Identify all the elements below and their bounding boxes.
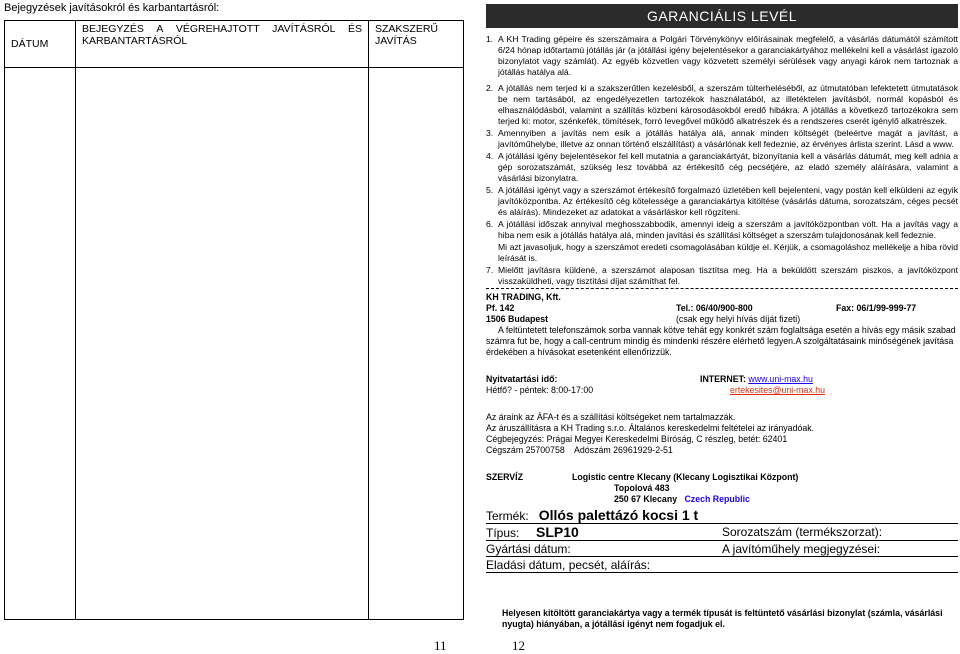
opening-hours-label: Nyitvatartási idő:	[486, 374, 558, 384]
product-label: Termék:	[486, 509, 529, 523]
warranty-letter	[486, 4, 958, 573]
company-fax: Fax: 06/1/99-999-77	[836, 303, 917, 313]
terms-note: Az áruszállításra a KH Trading s.r.o. Általános kereskedelmi feltételei az irányadóak.	[486, 423, 815, 433]
cell-tech-entries[interactable]	[369, 68, 464, 620]
service-label: SZERVÍZ	[486, 472, 523, 482]
company-city-line	[486, 314, 958, 325]
type-label: Típus:	[486, 526, 520, 540]
warranty-term-5: 5. A jótállási igényt vagy a szerszámot értékesítő forgalmazó üzletében kell bejelenteni, vagy postán kell elküldeni az egyik javítóközpontba. Az értékesítő cég kötelessége a garanciakártya kitöltése (vásárlás dátuma, sorozatszám, céges pecsét és aláírás). Mindezeket az adatokat a vásárláskor kell rögzíteni.	[486, 185, 958, 217]
company-info	[486, 292, 958, 505]
website-link[interactable]: www.uni-max.hu	[748, 374, 813, 384]
internet-label: INTERNET:	[700, 374, 746, 384]
warranty-term-2: 2. A jótállás nem terjed ki a szakszerűtlen kezelésből, a szerszám túlterheléséből, az útmutatóban lefektetett útmutatások be nem tartásából, az engedélyezetlen tartozékok használatából, az illetéktelen javításból, normál kopásból és elhasználódásból, valamint a szállítás közbeni károsodásokból eredő hibákra. A jótállás a következő tartozékokra sem terjed ki: motor, szénkefék, tömítések, forró levegővel működő alkatrészek és a rendszeres cserét igénylő alkatrészek.	[486, 83, 958, 126]
sales-email-link[interactable]: ertekesites@uni-max.hu	[730, 385, 825, 395]
service-country: Czech Republic	[684, 494, 750, 504]
service-log-table	[4, 20, 464, 620]
warranty-term-1: 1. A KH Trading gépeire és szerszámaira a Polgári Törvénykönyv előírásainak megfelelő, a vásárlás dátumától számított 6/24 hónap időtartamú jótállás jár (a jótállási igény bejelentésekor a garanciakártyához mellékelni kell a vásárlást igazoló bizonylatot vagy számlát). Az egyéb közvetlen vagy közvetett személyi sérülések vagy anyagi károk nem tartoznak a jótállás hatálya alá.	[486, 34, 958, 77]
sale-row	[486, 557, 958, 573]
service-name: Logistic centre Klecany (Klecany Logisztikai Központ)	[572, 472, 799, 482]
left-page-title: Bejegyzések javításokról és karbantartásról:	[4, 2, 220, 14]
product-card	[486, 507, 958, 573]
vat-note: Az áraink az ÁFA-t és a szállítási költségeket nem tartalmazzák.	[486, 412, 736, 422]
opening-hours: Hétfő? - péntek: 8:00-17:00	[486, 385, 594, 395]
type-row	[486, 524, 958, 541]
company-ids: Cégszám 25700758 Adószám 26961929-2-51	[486, 445, 673, 455]
product-row	[486, 507, 958, 524]
warranty-term-6-note: Mi azt javasoljuk, hogy a szerszámot eredeti csomagolásában küldje el. Kérjük, a csomagoláshoz mellékelje a hiba rövid leírását is.	[498, 242, 958, 263]
serial-number-field[interactable]: Sorozatszám (termékszorzat):	[722, 525, 883, 539]
service-city: 250 67 Klecany	[614, 494, 678, 504]
opening-hours-line	[486, 374, 958, 385]
service-log-body	[5, 68, 464, 620]
company-city-note: (csak egy helyi hívás díját fizeti)	[676, 314, 801, 324]
column-repair-record-line1: BEJEGYZÉS A VÉGREHAJTOTT JAVÍTÁSRÓL ÉS	[82, 23, 362, 35]
right-page-number: 12	[512, 638, 525, 653]
company-city: 1506 Budapest	[486, 314, 549, 324]
service-address	[486, 472, 958, 483]
warranty-term-7: 7. Mielőtt javításra küldené, a szerszámot alaposan tisztítsa meg. Ha a beküldött szerszám piszkos, a javítóközpont visszaküldheti, vagy tisztítási díjat számíthat fel.	[486, 265, 958, 286]
column-date: DÁTUM	[5, 21, 76, 68]
warranty-term-6: 6. A jótállási időszak annyival meghosszabbodik, amennyi ideig a szerszám a javítóközpontban volt. Ha a javítás vagy a hiba nem esik a jótállás hatálya alá, minden javítási és szállítási költséget a szerszám tulajdonosának kell fedeznie.	[486, 219, 958, 240]
warranty-term-4: 4. A jótállási igény bejelentésekor fel kell mutatnia a garanciakártyát, bizonyítania kell a vásárlás dátumát, meg kell adnia a gép sorozatszámát, szükség lesz továbbá az értékesítő cég pecsétjére, az eladó személy aláírására, valamint a vásárlási bizonylatra.	[486, 151, 958, 183]
manufacture-date-field[interactable]: Gyártási dátum:	[486, 542, 571, 556]
company-phone: Tel.: 06/40/900-800	[676, 303, 753, 313]
type-value: SLP10	[536, 524, 579, 540]
warranty-footnote: Helyesen kitöltött garanciakártya vagy a termék típusát is feltüntető vásárlási bizonylat (számla, vásárlási nyugta) hiányában, a jótállási igényt nem fogadjuk el.	[502, 608, 943, 629]
cell-repair-entries[interactable]	[76, 68, 369, 620]
product-value: Ollós palettázó kocsi 1 t	[538, 507, 699, 523]
company-registry: Cégbejegyzés: Prágai Megyei Kereskedelmi Bíróság, C részleg, betét: 62401	[486, 434, 788, 444]
cell-date-entries[interactable]	[5, 68, 76, 620]
column-professional-repair: SZAKSZERŰ JAVÍTÁS	[369, 21, 464, 68]
company-name: KH TRADING, Kft.	[486, 292, 561, 302]
warranty-banner: GARANCIÁLIS LEVÉL	[486, 4, 958, 28]
left-page-number: 11	[434, 638, 447, 653]
manufacture-row	[486, 541, 958, 557]
service-street: Topolová 483	[614, 483, 670, 493]
workshop-notes-field[interactable]: A javítóműhely megjegyzései:	[722, 542, 881, 556]
column-repair-record	[76, 21, 369, 68]
company-po-box: Pf. 142	[486, 303, 515, 313]
warranty-terms	[486, 34, 958, 287]
warranty-term-3: 3. Amennyiben a javítás nem esik a jótállás hatálya alá, annak minden költségét (beleértve magát a javítást, a javítóműhelybe, illetve az onnan történő elszállítást) a vásárlónak kell fedeznie, az érvényes árlista szerint. Lásd a www.	[486, 128, 958, 149]
sale-date-stamp-signature-field[interactable]: Eladási dátum, pecsét, aláírás:	[486, 558, 651, 572]
hours-email-line	[486, 385, 958, 396]
column-repair-record-line2: KARBANTARTÁSRÓL	[82, 35, 188, 47]
company-description: A feltüntetett telefonszámok sorba vannak kötve tehát egy konkrét szám foglaltsága esetén a hívás egy másik szabad számra fut be, hogy a call-centrum mindig és mindenki részére elérhető legyen.A szolgáltatásaink minőségének javítása érdekében a hívásokat esetenként ellenőrizzük.	[486, 325, 956, 357]
company-contact-line	[486, 303, 958, 314]
service-log-header	[5, 21, 464, 68]
